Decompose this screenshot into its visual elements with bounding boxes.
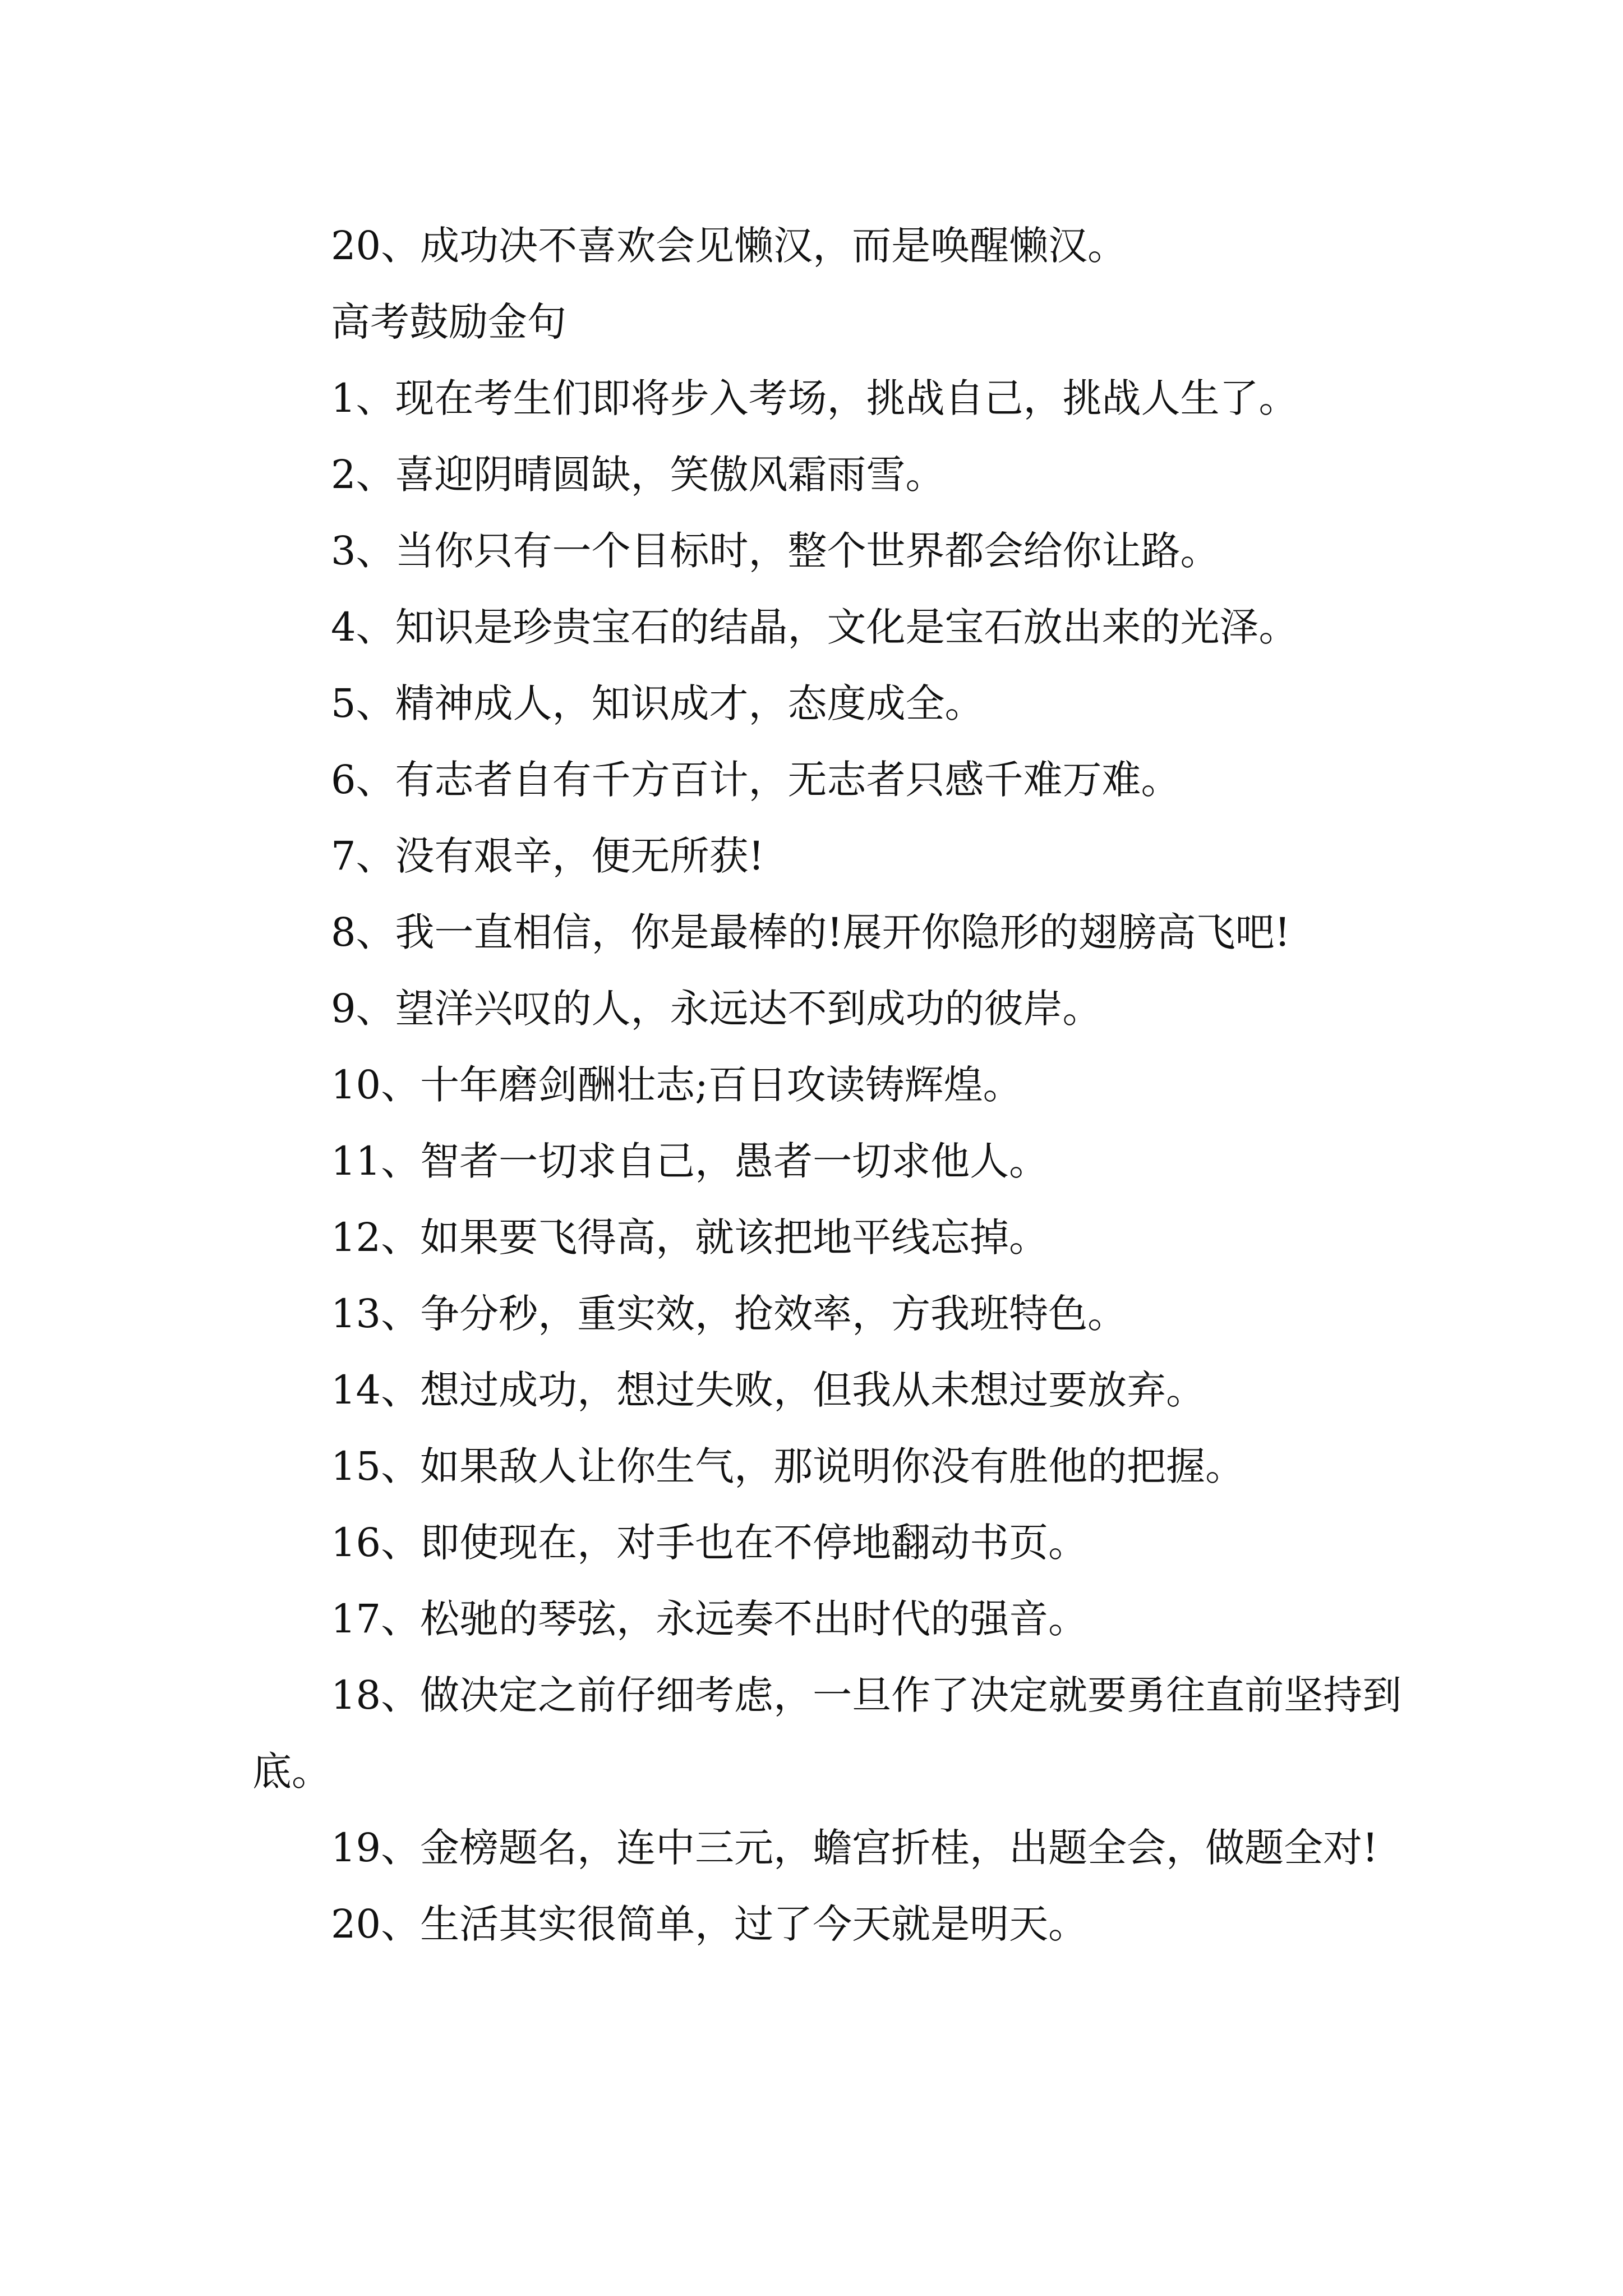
paragraph-quote-7: 7、没有艰辛，便无所获! — [331, 833, 764, 879]
paragraph-quote-19: 19、金榜题名，连中三元，蟾宫折桂，出题全会，做题全对! — [331, 1825, 1378, 1871]
paragraph-quote-11: 11、智者一切求自己，愚者一切求他人。 — [331, 1138, 1049, 1184]
paragraph-quote-2: 2、喜迎阴晴圆缺，笑傲风霜雨雪。 — [331, 452, 945, 498]
document-body — [252, 208, 1430, 1962]
paragraph-quote-4: 4、知识是珍贵宝石的结晶，文化是宝石放出来的光泽。 — [331, 604, 1298, 650]
paragraph-quote-8: 8、我一直相信，你是最棒的!展开你隐形的翅膀高飞吧! — [331, 909, 1290, 955]
paragraph-quote-20: 20、生活其实很简单，过了今天就是明天。 — [331, 1901, 1088, 1947]
paragraph-quote-12: 12、如果要飞得高，就该把地平线忘掉。 — [331, 1214, 1049, 1260]
section-heading: 高考鼓励金句 — [331, 299, 566, 345]
paragraph-quote-3: 3、当你只有一个目标时，整个世界都会给你让路。 — [331, 528, 1220, 574]
paragraph-quote-15: 15、如果敌人让你生气，那说明你没有胜他的把握。 — [331, 1443, 1245, 1489]
paragraph-quote-10: 10、十年磨剑酬壮志;百日攻读铸辉煌。 — [331, 1062, 1022, 1108]
paragraph-quote-20-prev: 20、成功决不喜欢会见懒汉，而是唤醒懒汉。 — [331, 223, 1127, 269]
paragraph-quote-9: 9、望洋兴叹的人，永远达不到成功的彼岸。 — [331, 986, 1102, 1032]
paragraph-quote-17: 17、松驰的琴弦，永远奏不出时代的强音。 — [331, 1596, 1088, 1642]
paragraph-quote-1: 1、现在考生们即将步入考场，挑战自己，挑战人生了。 — [331, 375, 1298, 421]
paragraph-quote-14: 14、想过成功，想过失败，但我从未想过要放弃。 — [331, 1367, 1206, 1413]
paragraph-quote-5: 5、精神成人，知识成才，态度成全。 — [331, 680, 984, 726]
paragraph-quote-6: 6、有志者自有千方百计，无志者只感千难万难。 — [331, 757, 1181, 803]
paragraph-quote-16: 16、即使现在，对手也在不停地翻动书页。 — [331, 1520, 1088, 1566]
paragraph-quote-13: 13、争分秒，重实效，抢效率，方我班特色。 — [331, 1291, 1127, 1337]
paragraph-quote-18: 18、做决定之前仔细考虑，一旦作了决定就要勇往直前坚持到底。 — [252, 1672, 1402, 1795]
